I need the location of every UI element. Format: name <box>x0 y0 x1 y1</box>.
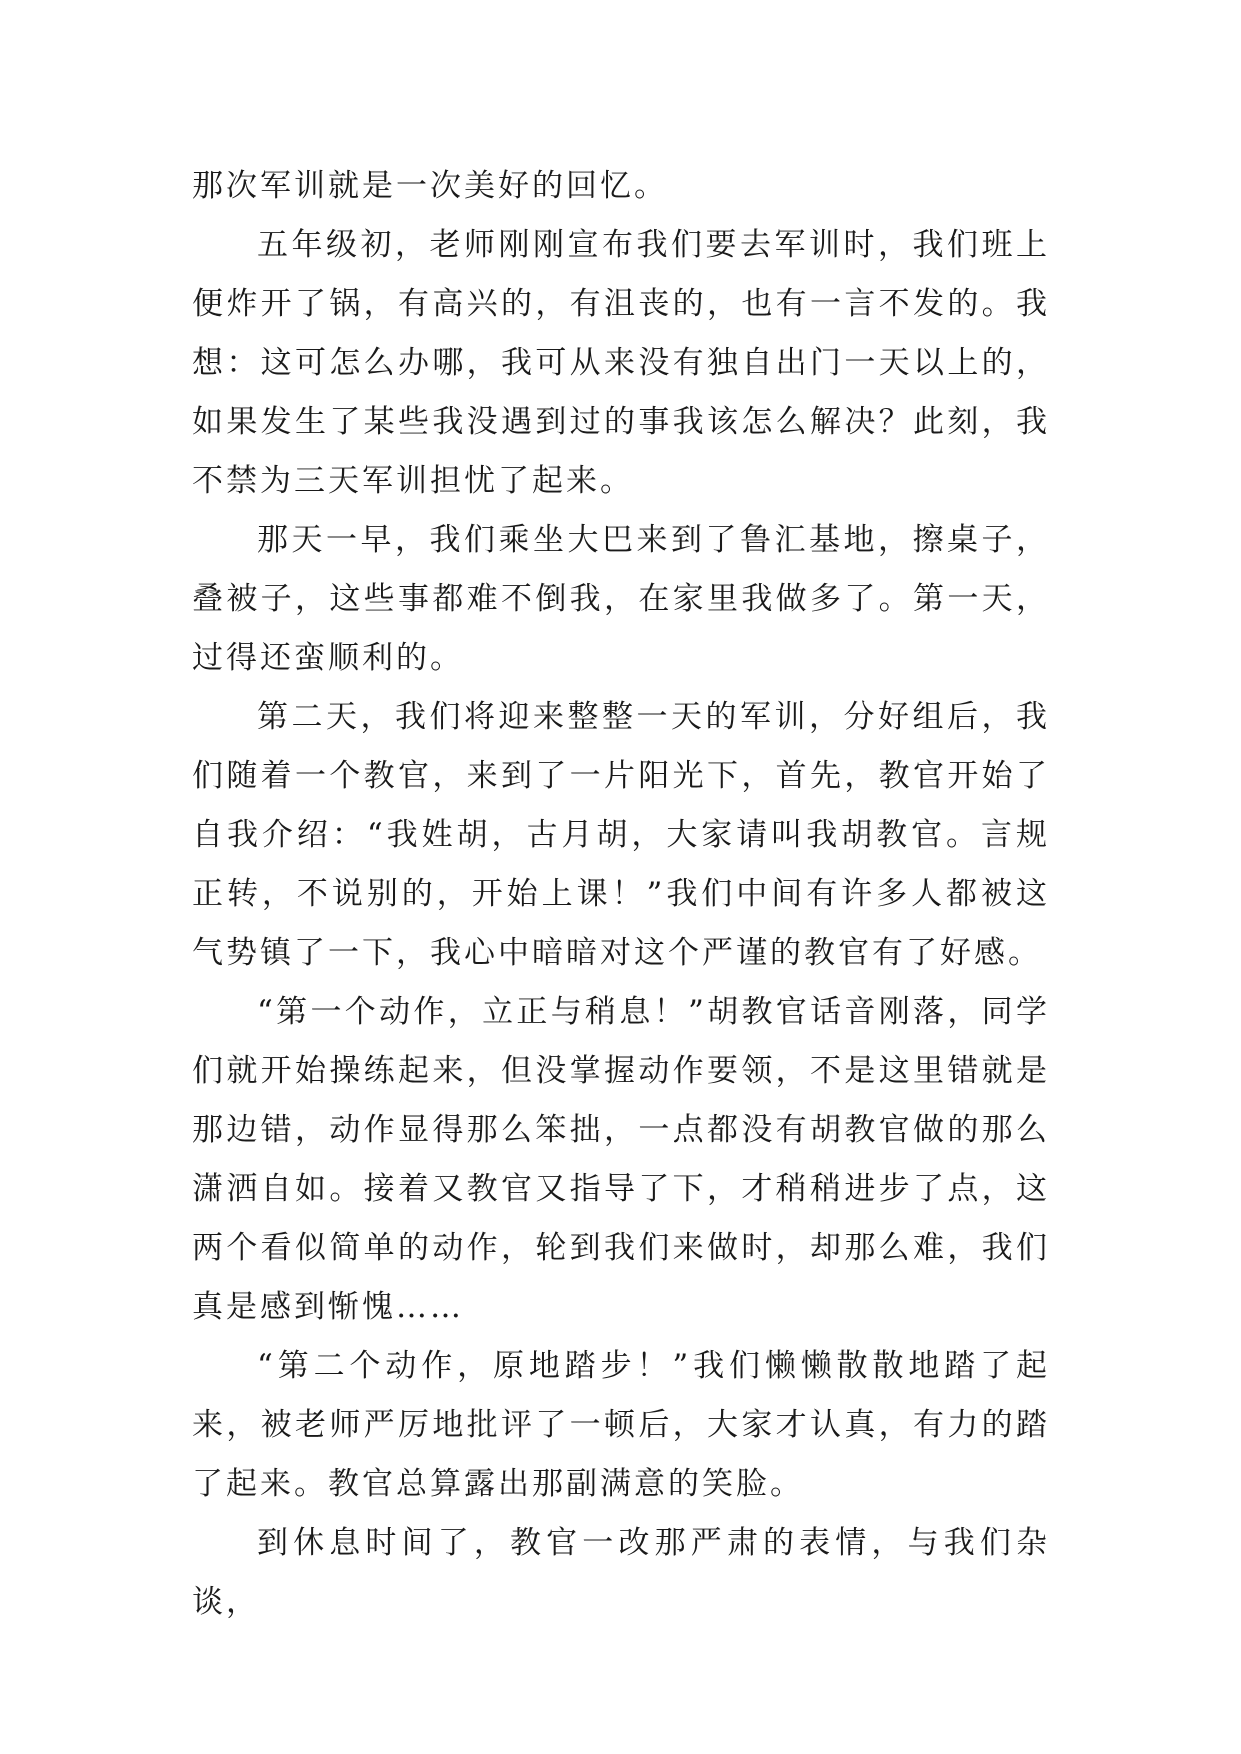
article-body <box>192 157 1050 1632</box>
paragraph-break-time: 到休息时间了，教官一改那严肃的表情，与我们杂谈， <box>192 1525 1050 1620</box>
paragraph-second-move: “第二个动作，原地踏步！”我们懒懒散散地踏了起来，被老师严厉地批评了一顿后，大家才认真，有力的踏了起来。教官总算露出那副满意的笑脸。 <box>192 1348 1050 1502</box>
paragraph-first-day: 那天一早，我们乘坐大巴来到了鲁汇基地，擦桌子，叠被子，这些事都难不倒我，在家里我做多了。第一天，过得还蛮顺利的。 <box>192 522 1050 676</box>
paragraph-announcement: 五年级初，老师刚刚宣布我们要去军训时，我们班上便炸开了锅，有高兴的，有沮丧的，也有一言不发的。我想：这可怎么办哪，我可从来没有独自出门一天以上的，如果发生了某些我没遇到过的事我该怎么解决？此刻，我不禁为三天军训担忧了起来。 <box>192 227 1050 499</box>
paragraph-continuation: 那次军训就是一次美好的回忆。 <box>192 168 668 204</box>
paragraph-first-move: “第一个动作，立正与稍息！”胡教官话音刚落，同学们就开始操练起来，但没掌握动作要领，不是这里错就是那边错，动作显得那么笨拙，一点都没有胡教官做的那么潇洒自如。接着又教官又指导了下，才稍稍进步了点，这两个看似简单的动作，轮到我们来做时，却那么难，我们真是感到惭愧…… <box>192 994 1050 1325</box>
paragraph-second-day: 第二天，我们将迎来整整一天的军训，分好组后，我们随着一个教官，来到了一片阳光下，首先，教官开始了自我介绍：“我姓胡，古月胡，大家请叫我胡教官。言规正转，不说别的，开始上课！”我们中间有许多人都被这气势镇了一下，我心中暗暗对这个严谨的教官有了好感。 <box>192 699 1050 971</box>
